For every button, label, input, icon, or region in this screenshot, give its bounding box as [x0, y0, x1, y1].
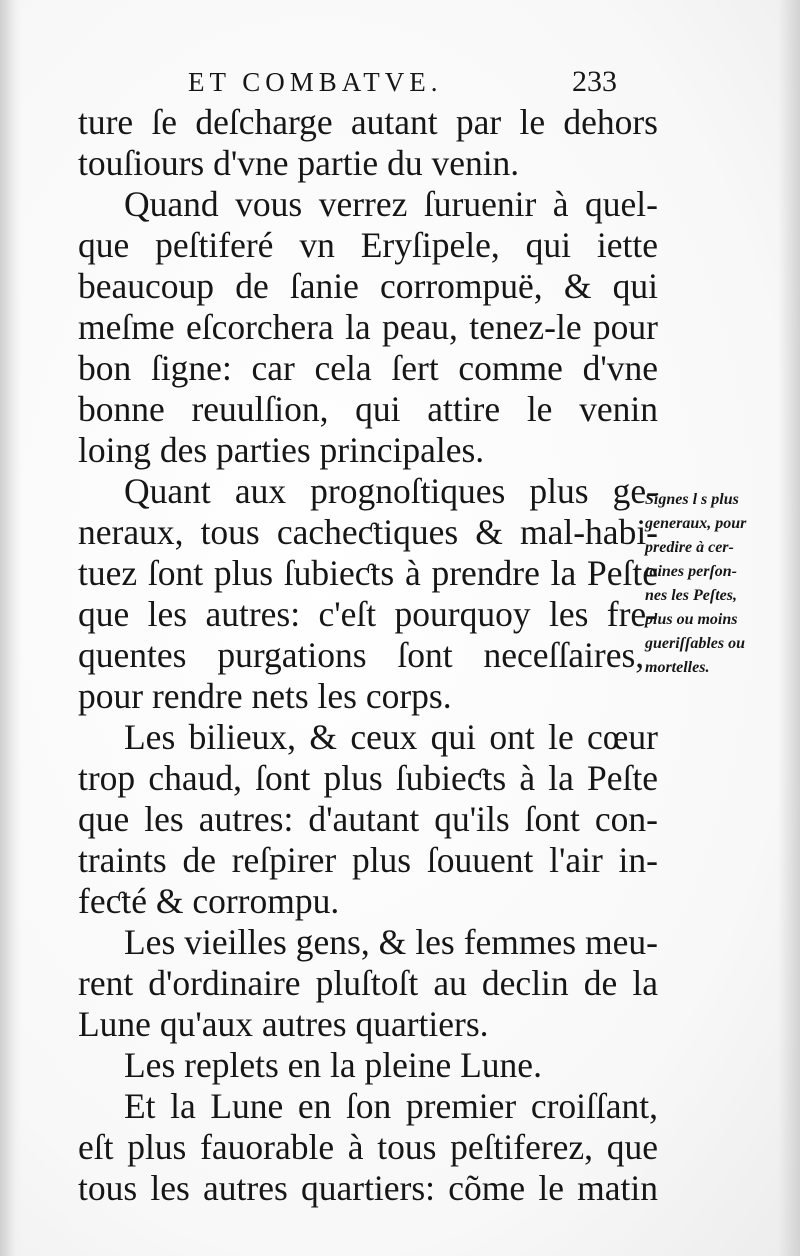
text-line: rent d'ordinaire pluſtoſt au declin de la — [78, 963, 658, 1003]
margin-note-line: plus ou moins — [645, 611, 738, 628]
text-line: loing des parties principales. — [78, 430, 485, 470]
text-line: quentes purgations ſont neceſſaires, — [78, 635, 645, 675]
text-line: tuez ſont plus ſubieƈts à prendre la Peſte — [78, 553, 658, 593]
margin-note-line: generaux, pour — [645, 515, 747, 532]
page-header — [0, 62, 800, 102]
paragraph-first-line: Quant aux prognoſtiques plus ge- — [124, 471, 658, 511]
paragraph-first-line: Quand vous verrez ſuruenir à quel- — [124, 184, 658, 224]
paragraph-first-line: Les replets en la pleine Lune. — [124, 1045, 542, 1085]
text-line: bon ſigne: car cela ſert comme d'vne — [78, 348, 658, 388]
text-line: que les autres: d'autant qu'ils ſont con- — [78, 799, 658, 839]
text-line: beaucoup de ſanie corrompuë, & qui — [78, 266, 658, 306]
text-line: que les autres: c'eſt pourquoy les fre- — [78, 594, 658, 634]
paragraph-first-line: Et la Lune en ſon premier croiſſant, — [124, 1086, 658, 1126]
page-number: 233 — [572, 65, 617, 98]
text-line: trop chaud, ſont plus ſubieƈts à la Peſte — [78, 758, 658, 798]
main-text-block — [78, 102, 658, 1209]
text-line: eſt plus fauorable à tous peſtiferez, que — [78, 1127, 658, 1167]
margin-note-line: predire à cer- — [645, 539, 734, 556]
text-line: touſiours d'vne partie du venin. — [78, 143, 520, 183]
paragraph-first-line: Les vieilles gens, & les femmes meu- — [124, 922, 658, 962]
text-line: tous les autres quartiers: cõme le matin — [78, 1168, 658, 1208]
text-line: pour rendre nets les corps. — [78, 676, 452, 716]
text-line: feƈté & corrompu. — [78, 881, 340, 921]
margin-note-line: taines perſon- — [645, 563, 737, 580]
margin-note-line: nes les Peſtes, — [645, 587, 737, 604]
text-line: meſme eſcorchera la peau, tenez-le pour — [78, 307, 658, 347]
text-line: que peſtiferé vn Eryſipele, qui iette — [78, 225, 658, 265]
page-spine-shadow — [0, 0, 22, 1256]
marginal-note — [645, 488, 795, 680]
margin-note-line: Signes l s plus — [645, 491, 739, 508]
running-title: ET COMBATVE. — [188, 67, 443, 97]
margin-note-line: gueriſſables ou — [645, 635, 745, 652]
margin-note-line: mortelles. — [645, 659, 710, 676]
text-line: Lune qu'aux autres quartiers. — [78, 1004, 489, 1044]
text-line: traints de reſpirer plus ſouuent l'air in- — [78, 840, 658, 880]
text-line: neraux, tous cacheƈtiques & mal-habi- — [78, 512, 658, 552]
text-line: ture ſe deſcharge autant par le dehors — [78, 102, 658, 142]
paragraph-first-line: Les bilieux, & ceux qui ont le cœur — [124, 717, 658, 757]
text-line: bonne reuulſion, qui attire le venin — [78, 389, 658, 429]
